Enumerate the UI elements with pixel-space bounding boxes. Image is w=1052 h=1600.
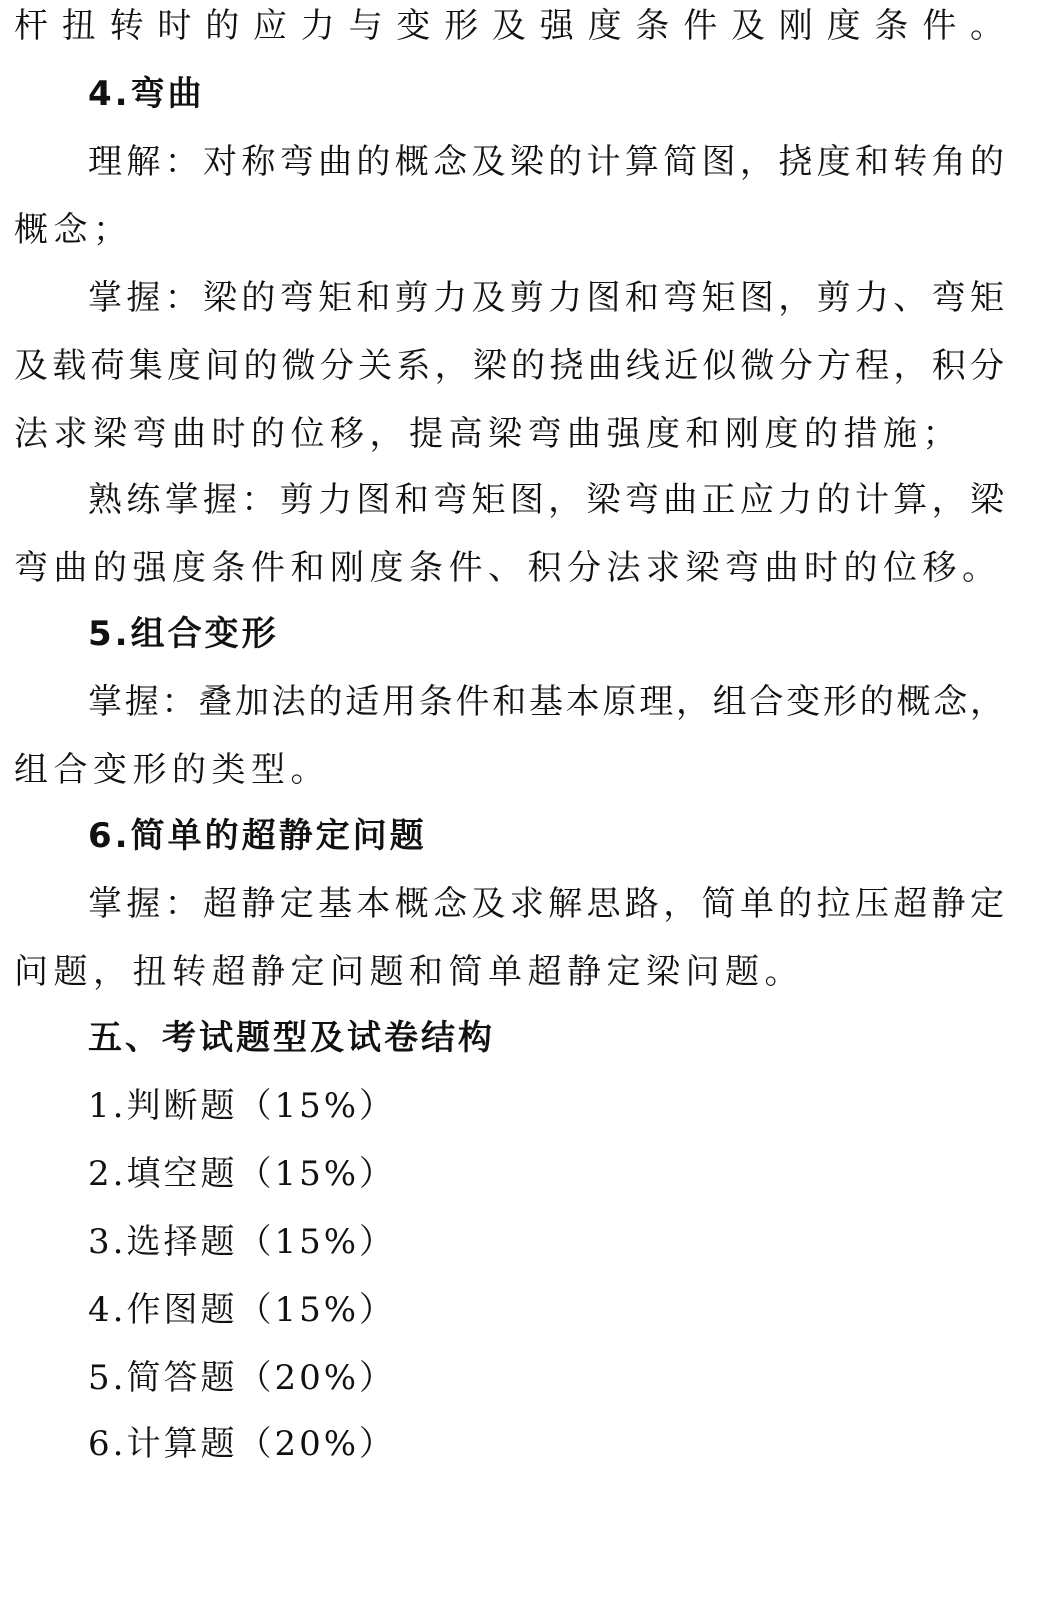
list-item: 4.作图题（15%） (88, 1290, 397, 1330)
paragraph-line: 理解：对称弯曲的概念及梁的计算简图，挠度和转角的 (88, 142, 1004, 182)
paragraph-line: 及载荷集度间的微分关系，梁的挠曲线近似微分方程，积分 (14, 346, 1004, 386)
paragraph-line: 法求梁弯曲时的位移，提高梁弯曲强度和刚度的措施； (14, 414, 962, 454)
paragraph-line: 掌握：梁的弯矩和剪力及剪力图和弯矩图，剪力、弯矩 (88, 278, 1004, 318)
paragraph-line: 问题，扭转超静定问题和简单超静定梁问题。 (14, 952, 804, 992)
list-item: 1.判断题（15%） (88, 1086, 397, 1126)
section-heading-bending: 4.弯曲 (88, 74, 205, 114)
section-heading-combined-deformation: 5.组合变形 (88, 614, 279, 654)
paragraph-line: 掌握：超静定基本概念及求解思路，简单的拉压超静定 (88, 884, 1004, 924)
section-heading-statically-indeterminate: 6.简单的超静定问题 (88, 816, 427, 856)
section-heading-exam-structure: 五、考试题型及试卷结构 (88, 1018, 495, 1058)
paragraph-line: 概念； (14, 210, 133, 250)
list-item: 6.计算题（20%） (88, 1424, 397, 1464)
paragraph-line: 熟练掌握：剪力图和弯矩图，梁弯曲正应力的计算，梁 (88, 480, 1004, 520)
list-item: 5.简答题（20%） (88, 1358, 397, 1398)
paragraph-line: 弯曲的强度条件和刚度条件、积分法求梁弯曲时的位移。 (14, 548, 1002, 588)
paragraph-line: 掌握：叠加法的适用条件和基本原理，组合变形的概念， (88, 682, 1004, 722)
list-item: 3.选择题（15%） (88, 1222, 397, 1262)
list-item: 2.填空题（15%） (88, 1154, 397, 1194)
paragraph-line: 组合变形的类型。 (14, 750, 330, 790)
paragraph-line: 杆扭转时的应力与变形及强度条件及刚度条件。 (14, 6, 1004, 46)
